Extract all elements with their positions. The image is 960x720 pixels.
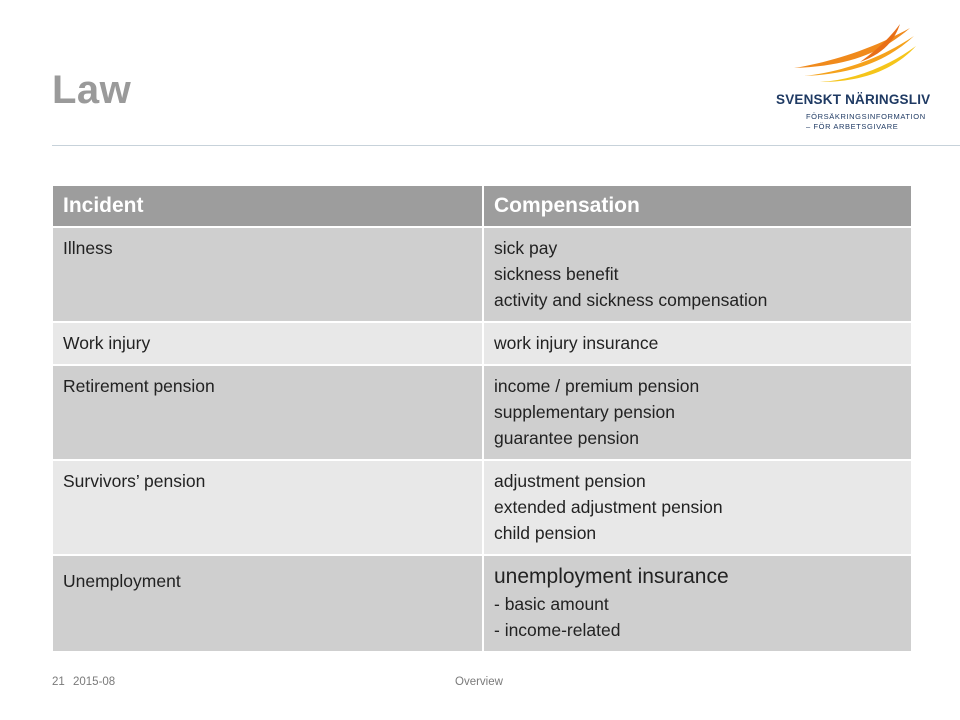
compensation-item: child pension	[494, 523, 597, 543]
compensation-item: extended adjustment pension	[494, 497, 723, 517]
compensation-item: activity and sickness compensation	[494, 290, 768, 310]
header-incident: Incident	[52, 185, 483, 227]
table-row	[52, 555, 912, 652]
table-header-row	[52, 185, 912, 227]
incident-cell: Work injury	[52, 322, 483, 365]
law-table	[51, 184, 913, 653]
compensation-cell	[483, 365, 912, 460]
table-row	[52, 227, 912, 322]
logo-subtitle-1: FÖRSÄKRINGSINFORMATION	[806, 112, 926, 121]
compensation-cell	[483, 322, 912, 365]
compensation-item: sickness benefit	[494, 264, 619, 284]
table-row	[52, 322, 912, 365]
incident-cell: Retirement pension	[52, 365, 483, 460]
incident-cell: Illness	[52, 227, 483, 322]
compensation-item: - basic amount	[494, 594, 609, 614]
compensation-item: unemployment insurance	[494, 565, 729, 588]
compensation-item: sick pay	[494, 238, 558, 258]
slide-title: Law	[52, 68, 132, 112]
header-compensation: Compensation	[483, 185, 912, 227]
footer-date: 2015-08	[73, 676, 116, 688]
compensation-item: supplementary pension	[494, 402, 675, 422]
compensation-cell	[483, 227, 912, 322]
footer-section: Overview	[455, 676, 503, 688]
logo-swoosh-icon	[790, 22, 920, 90]
compensation-item: income / premium pension	[494, 376, 700, 396]
incident-cell: Survivors’ pension	[52, 460, 483, 555]
compensation-cell	[483, 555, 912, 652]
table-row	[52, 460, 912, 555]
compensation-item: work injury insurance	[494, 333, 659, 353]
logo-name: SVENSKT NÄRINGSLIV	[776, 92, 931, 107]
logo-subtitle-2: – FÖR ARBETSGIVARE	[806, 122, 899, 131]
incident-cell: Unemployment	[52, 555, 483, 652]
table-row	[52, 365, 912, 460]
compensation-item: guarantee pension	[494, 428, 639, 448]
compensation-cell	[483, 460, 912, 555]
compensation-item: adjustment pension	[494, 471, 646, 491]
company-logo	[770, 22, 931, 132]
slide-number: 21	[52, 676, 65, 688]
title-divider	[52, 145, 960, 146]
compensation-item: - income-related	[494, 620, 621, 640]
